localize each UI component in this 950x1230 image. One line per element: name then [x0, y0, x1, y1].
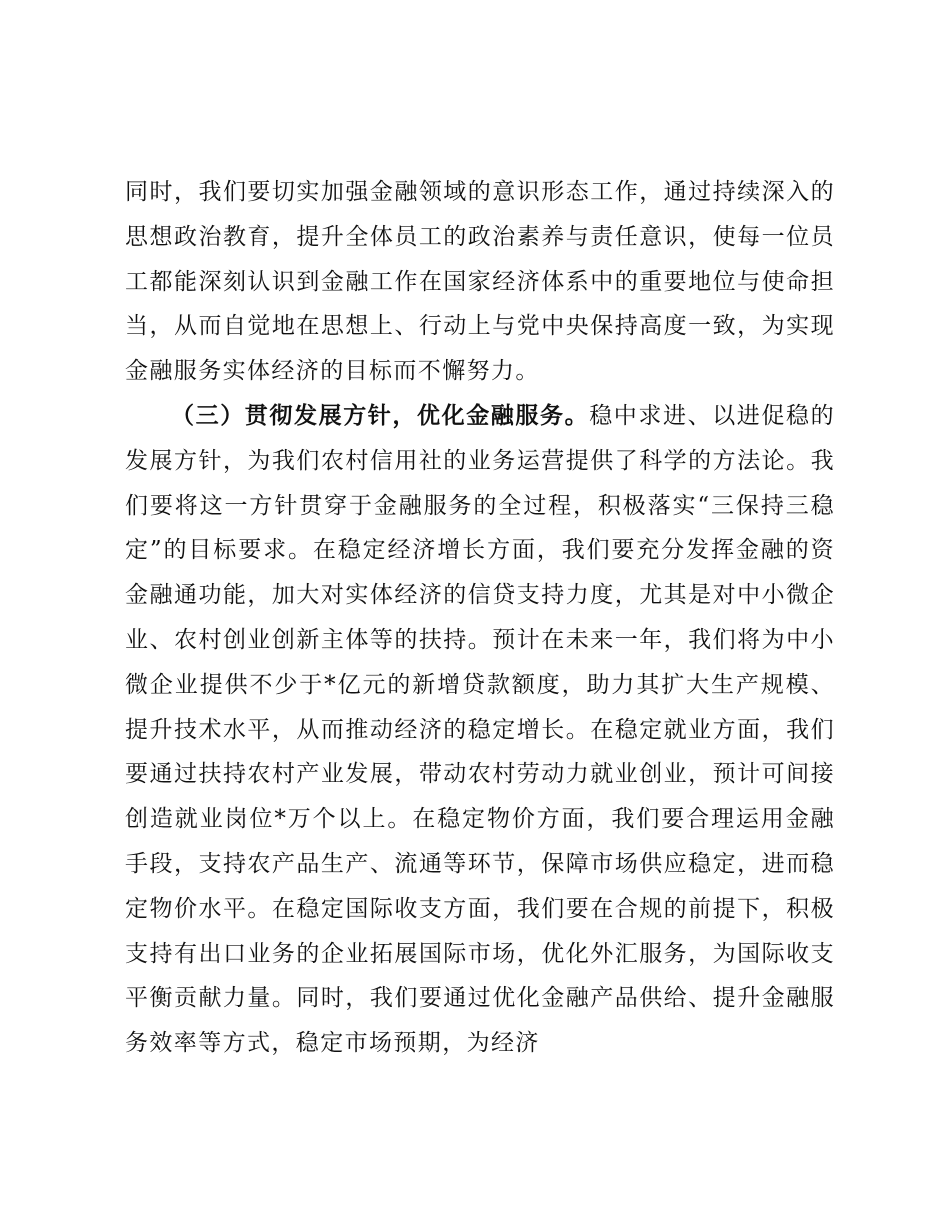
paragraph-text: 稳中求进、以进促稳的发展方针，为我们农村信用社的业务运营提供了科学的方法论。我们要将这一方针贯穿于金融服务的全过程，积极落实“三保持三稳定”的目标要求。在稳定经济增长方面，我们要充分发挥金融的资金融通功能，加大对实体经济的信贷支持力度，尤其是对中小微企业、农村创业创新主体等的扶持。预计在未来一年，我们将为中小微企业提供不少于*亿元的新增贷款额度，助力其扩大生产规模、提升技术水平，从而推动经济的稳定增长。在稳定就业方面，我们要通过扶持农村产业发展，带动农村劳动力就业创业，预计可间接创造就业岗位*万个以上。在稳定物价方面，我们要合理运用金融手段，支持农产品生产、流通等环节，保障市场供应稳定，进而稳定物价水平。在稳定国际收支方面，我们要在合规的前提下，积极支持有出口业务的企业拓展国际市场，优化外汇服务，为国际收支平衡贡献力量。同时，我们要通过优化金融产品供给、提升金融服务效率等方式，稳定市场预期，为经济 [125, 402, 835, 1057]
document-page [125, 170, 835, 1066]
paragraph-section-three [125, 394, 835, 1066]
paragraph-text: 同时，我们要切实加强金融领域的意识形态工作，通过持续深入的思想政治教育，提升全体员工的政治素养与责任意识，使每一位员工都能深刻认识到金融工作在国家经济体系中的重要地位与使命担当，从而自觉地在思想上、行动上与党中央保持高度一致，为实现金融服务实体经济的目标而不懈努力。 [125, 179, 835, 385]
section-heading: （三）贯彻发展方针，优化金融服务。 [171, 402, 590, 429]
paragraph-continued [125, 170, 835, 394]
